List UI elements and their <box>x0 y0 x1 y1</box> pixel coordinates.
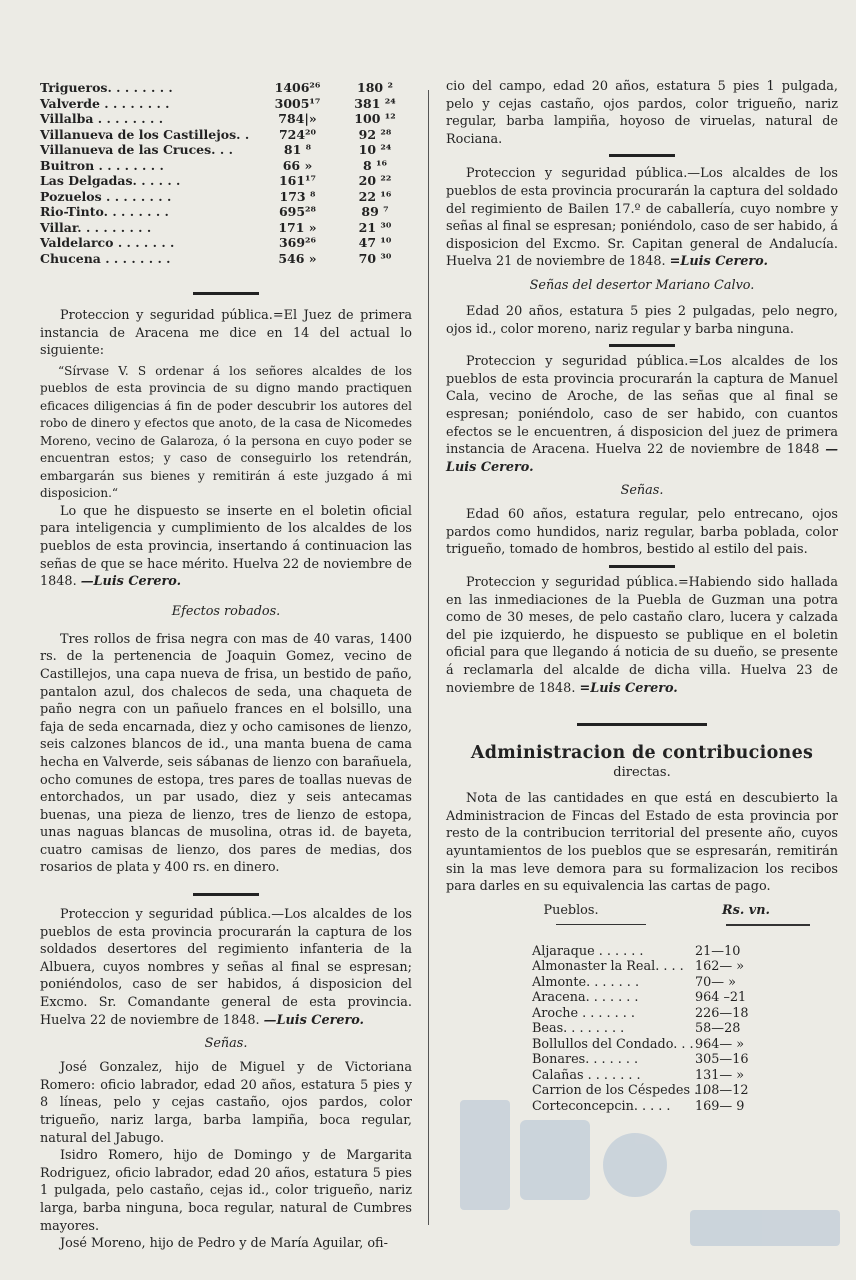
pueblo-amount: 131— » <box>695 1067 745 1083</box>
amount-b: 89 ⁷ <box>361 204 389 219</box>
table-row <box>446 1083 838 1099</box>
paragraph-efectos: Tres rollos de frisa negra con mas de 40 varas, 1400 rs. de la pertenencia de Joaquin Gomez, vecino de Castillejos, una capa nueva de frisa, un bestido de paño, pantalon azul, dos chalecos de seda, una chaqueta de paño negra con un pañuelo frances en el bolsillo, una faja de seda encarnada, diez y ocho camisones de lienzo, seis calzones blancos de id., una manta buena de cama hecha en Valverde, seis sábanas de lienzo con barañuela, ocho comunes de estopa, tres pares de toallas nuevas de entorchados, un par usado, diez y seis antecamas buenas, una pieza de lienzo, tres de lienzo de estopa, unas naguas blancas de musolina, otras id. de bayeta, cuatro camisas de lienzo, dos pares de medias, dos rosarios de plata y 400 rs. en dinero. <box>40 631 412 876</box>
pueblos-table-header <box>446 902 838 920</box>
amount-a: 171 » <box>278 219 317 235</box>
paragraph-desertores: Proteccion y seguridad pública.—Los alcaldes de los pueblos de esta provincia procurarán la captura de los soldados desertores del regimiento infanteria de la Albuera, cuyos nombres y señas al final se espresan; poniéndolos, caso de ser habidos, á disposicion del Excmo. Sr. Comandante general de esta provincia. Huelva 22 de noviembre de 1848. —Luis Cerero. <box>40 907 412 1028</box>
signature: —Luis Cerero. <box>446 442 838 475</box>
admin-heading: Administracion de contribuciones <box>470 743 814 764</box>
paragraph-inserte: Lo que he dispuesto se inserte en el boletin oficial para inteligencia y cumplimiento de los alcaldes de los pueblos de esta provincia, insertando á continuacion las señas de que se hace mérito. Huelva 22 de noviembre de 1848. —Luis Cerero. <box>40 503 412 590</box>
amount-a: 173 ⁸ <box>279 188 316 204</box>
table-row <box>446 959 838 975</box>
table-row <box>40 96 412 112</box>
table-row <box>446 975 838 991</box>
amount-b: 10 ²⁴ <box>358 142 392 157</box>
contribution-table <box>40 80 412 266</box>
amount-a: 369²⁶ <box>278 235 317 250</box>
table-row <box>40 251 412 267</box>
section-rule <box>609 565 675 568</box>
town-name: Villanueva de las Cruces. . . <box>40 142 233 157</box>
section-rule <box>577 723 707 726</box>
table-row <box>40 204 412 220</box>
amount-a: 81 ⁸ <box>283 142 312 157</box>
amount-a: 784|» <box>278 111 317 126</box>
town-name: Villar. . . . . . . . . <box>40 219 152 235</box>
pueblo-amount: 58—28 <box>695 1021 741 1037</box>
town-name: Villalba . . . . . . . . <box>40 111 164 126</box>
amount-b: 22 ¹⁶ <box>358 188 392 204</box>
pueblo-name: Bonares. . . . . . . <box>532 1052 639 1068</box>
paragraph-manuel-cala: Proteccion y seguridad pública.=Los alcaldes de los pueblos de esta provincia procurarán la captura de Manuel Cala, vecino de Aroche, de las señas que al final se espresan; poniéndolo, caso de ser habido, con cuantos efectos se le encuentren, á disposicion del juez de primera instancia de Aracena. Huelva 22 de noviembre de 1848 —Luis Cerero. <box>446 354 838 475</box>
table-row <box>446 944 838 960</box>
pueblos-table <box>446 944 838 1115</box>
pueblo-amount: 169— 9 <box>695 1098 745 1114</box>
paragraph-bailen: Proteccion y seguridad pública.—Los alcaldes de los pueblos de esta provincia procurarán la captura del soldado del regimiento de Bailen 17.º de caballería, cuyo nombre y señas al final se espresan; poniéndolo, caso de ser habido, á disposicion del Excmo. Sr. Capitan general de Andalucía. Huelva 21 de noviembre de 1848. =Luis Cerero. <box>446 166 838 270</box>
amount-b: 21 ³⁰ <box>358 219 392 235</box>
town-name: Buitron . . . . . . . . <box>40 157 164 173</box>
amount-b: 8 ¹⁶ <box>363 157 387 173</box>
table-row <box>40 80 412 96</box>
table-row <box>446 1099 838 1115</box>
section-rule <box>609 154 675 157</box>
town-name: Rio-Tinto. . . . . . . . <box>40 204 169 219</box>
pueblo-amount: 964— » <box>695 1036 745 1052</box>
table-row <box>446 1068 838 1084</box>
efectos-title: Efectos robados. <box>171 603 281 619</box>
admin-subheading: directas. <box>613 765 671 781</box>
town-name: Chucena . . . . . . . . <box>40 250 171 266</box>
paragraph-quote: “Sírvase V. S ordenar á los señores alcaldes de los pueblos de esta provincia de su digno mando practiquen eficaces diligencias á fin de poder descubrir los autores del robo de dinero y efectos que anoto, de la casa de Nicomedes Moreno, vecino de Galaroza, ó la persona en cuyo poder se encuentran estos; y caso de conseguirlo los retendrán, embargarán sus bienes y remitirán á este juzgado á mi disposicion.“ <box>40 363 412 501</box>
amount-a: 1406²⁶ <box>274 80 321 95</box>
senas-title-right: Señas. <box>620 483 664 499</box>
table-row <box>40 220 412 236</box>
town-name: Valdelarco . . . . . . . <box>40 235 175 250</box>
column-divider <box>428 90 429 1225</box>
town-name: Valverde . . . . . . . . <box>40 95 170 111</box>
pueblo-amount: 305—16 <box>695 1052 749 1068</box>
col-pueblos: Pueblos. <box>543 902 599 918</box>
table-row <box>446 1006 838 1022</box>
table-row <box>40 189 412 205</box>
pueblo-amount: 226—18 <box>695 1005 749 1021</box>
table-row <box>40 235 412 251</box>
paragraph-mariano: Edad 20 años, estatura 5 pies 2 pulgadas, pelo negro, ojos id., color moreno, nariz regular y barba ninguna. <box>446 303 838 337</box>
town-name: Pozuelos . . . . . . . . <box>40 188 172 204</box>
paragraph-nota: Nota de las cantidades en que está en descubierto la Administracion de Fincas del Estado de esta provincia por resto de la contribucion territorial del presente año, cuyos ayuntamientos de los pueblos que se espresarán, remitirán sin la mas leve demora para su formalizacion los recibos para darles en su equivalencia las cartas de pago. <box>446 791 838 895</box>
signature: =Luis Cerero. <box>579 680 678 696</box>
table-row <box>40 127 412 143</box>
table-row <box>446 1021 838 1037</box>
paragraph-continuation: cio del campo, edad 20 años, estatura 5 pies 1 pulgada, pelo y cejas castaño, ojos pardos, color trigueño, nariz regular, barba lampiña, hoyoso de viruelas, natural de Rociana. <box>446 79 838 147</box>
pueblo-name: Corteconcepcin. . . . . <box>532 1098 671 1114</box>
amount-b: 92 ²⁸ <box>358 126 392 142</box>
pueblo-name: Aracena. . . . . . . <box>532 990 639 1006</box>
amount-a: 695²⁸ <box>278 204 317 219</box>
pueblo-amount: 964 –21 <box>695 990 747 1006</box>
section-rule <box>609 344 675 347</box>
pueblo-name: Almonaster la Real. . . . <box>532 959 684 975</box>
amount-b: 100 ¹² <box>354 111 396 126</box>
header-underline <box>446 924 838 926</box>
table-row <box>40 111 412 127</box>
pueblo-name: Aljaraque . . . . . . <box>532 943 644 959</box>
section-rule <box>193 893 259 896</box>
amount-a: 161¹⁷ <box>278 173 317 188</box>
amount-b: 180 ² <box>357 80 393 95</box>
town-name: Villanueva de los Castillejos. . <box>40 126 250 142</box>
pueblo-amount: 21—10 <box>695 943 741 959</box>
table-row <box>446 990 838 1006</box>
paragraph-potra: Proteccion y seguridad pública.=Habiendo sido hallada en las inmediaciones de la Puebla de Guzman una potra como de 30 meses, de pelo castaño claro, lucera y calzada del pie izquierdo, he dispuesto se publique en el boletin oficial para que llegando á noticia de su dueño, se presente á reclamarla del alcalde de dicha villa. Huelva 23 de noviembre de 1848. =Luis Cerero. <box>446 575 838 696</box>
pueblo-name: Calañas . . . . . . . <box>532 1067 641 1083</box>
amount-a: 3005¹⁷ <box>274 95 321 111</box>
table-row <box>40 142 412 158</box>
senas-title: Señas. <box>204 1036 248 1052</box>
pueblo-amount: 108—12 <box>695 1083 749 1099</box>
amount-a: 724²⁰ <box>278 126 317 142</box>
paragraph-jose-gonzalez: José Gonzalez, hijo de Miguel y de Victoriana Romero: oficio labrador, edad 20 años, estatura 5 pies y 8 líneas, pelo y cejas castaño, ojos pardos, color trigueño, nariz larga, barba lampiña, boca regular, natural del Jabugo. <box>40 1060 412 1146</box>
signature: —Luis Cerero. <box>263 1012 364 1028</box>
table-row <box>446 1037 838 1053</box>
pueblo-name: Bollullos del Condado. . . <box>532 1036 694 1052</box>
pueblo-amount: 70— » <box>695 974 736 990</box>
paragraph-jose-moreno: José Moreno, hijo de Pedro y de María Aguilar, ofi- <box>60 1236 388 1252</box>
signature: —Luis Cerero. <box>80 574 182 590</box>
signature: =Luis Cerero. <box>669 254 768 270</box>
paragraph-juez: Proteccion y seguridad pública.=El Juez de primera instancia de Aracena me dice en 14 del actual lo siguiente: <box>40 308 412 359</box>
table-row <box>446 1052 838 1068</box>
pueblo-name: Beas. . . . . . . . <box>532 1021 625 1037</box>
pueblo-name: Aroche . . . . . . . <box>532 1005 635 1021</box>
amount-b: 20 ²² <box>358 173 392 188</box>
pueblo-amount: 162— » <box>695 959 745 975</box>
pueblo-name: Carrion de los Céspedes . . <box>532 1083 707 1099</box>
right-column <box>446 78 838 1114</box>
paragraph-senas-cala: Edad 60 años, estatura regular, pelo entrecano, ojos pardos como hundidos, nariz regular, barba poblada, color trigueño, tomado de hombros, bestido al estilo del pais. <box>446 507 838 558</box>
section-rule <box>193 292 259 295</box>
amount-b: 47 ¹⁰ <box>358 235 392 250</box>
table-row <box>40 173 412 189</box>
left-column <box>40 80 412 1253</box>
amount-a: 546 » <box>278 250 317 266</box>
town-name: Trigueros. . . . . . . . <box>40 80 173 95</box>
amount-a: 66 » <box>282 157 313 173</box>
amount-b: 381 ²⁴ <box>354 95 396 111</box>
desertor-title: Señas del desertor Mariano Calvo. <box>529 277 755 293</box>
table-row <box>40 158 412 174</box>
pueblo-name: Almonte. . . . . . . <box>532 974 640 990</box>
town-name: Las Delgadas. . . . . . <box>40 173 181 188</box>
col-reales: Rs. vn. <box>722 902 770 918</box>
paragraph-isidro-romero: Isidro Romero, hijo de Domingo y de Margarita Rodriguez, oficio labrador, edad 20 años, estatura 5 pies 1 pulgada, pelo castaño, cejas id., color trigueño, nariz larga, barba ninguna, boca regular, natural de Cumbres mayores. <box>40 1148 412 1234</box>
amount-b: 70 ³⁰ <box>358 250 392 266</box>
